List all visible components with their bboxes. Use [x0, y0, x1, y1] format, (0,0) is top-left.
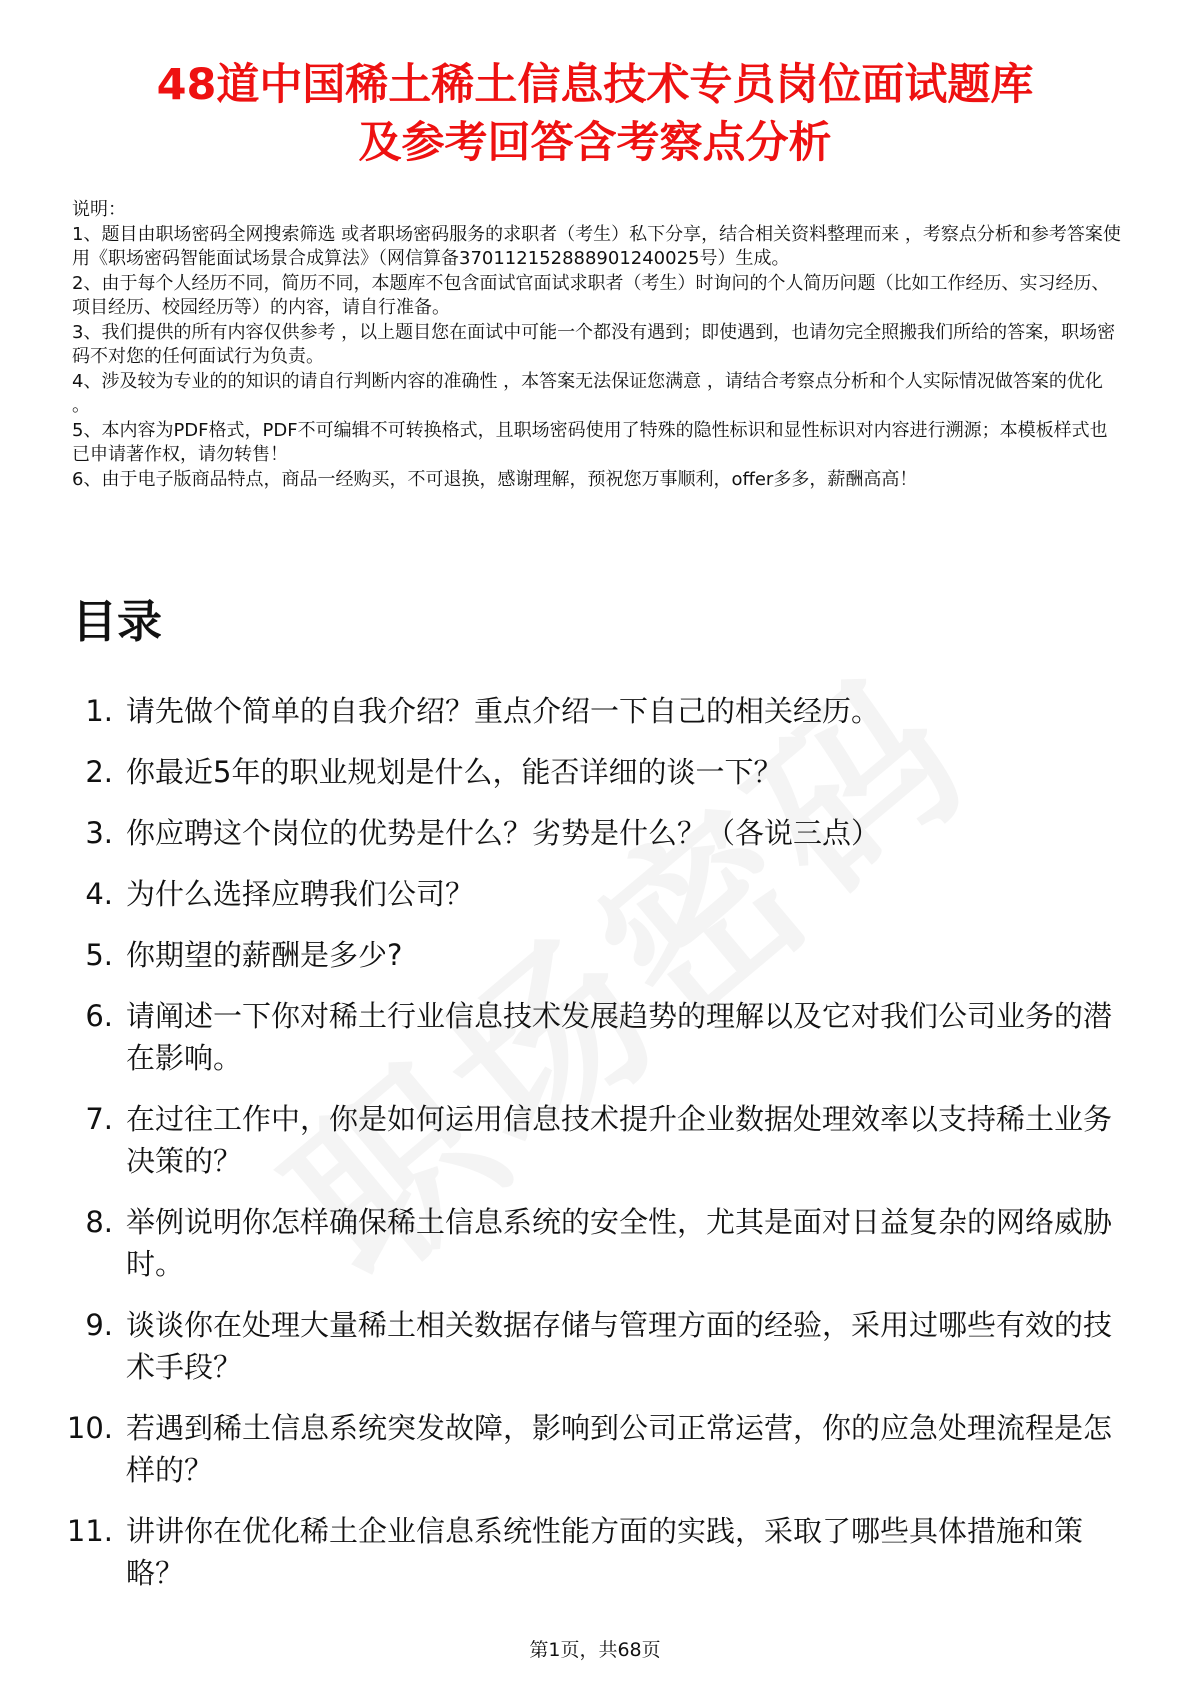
toc-item-number: 2.	[85, 755, 113, 789]
toc-item-text: 举例说明你怎样确保稀土信息系统的安全性，尤其是面对日益复杂的网络威胁时。	[126, 1205, 1113, 1281]
toc-item[interactable]	[0, 934, 1190, 976]
toc-item[interactable]	[0, 873, 1190, 915]
toc-item[interactable]	[0, 1407, 1190, 1491]
toc-item[interactable]	[0, 1201, 1190, 1285]
toc-item[interactable]	[0, 1098, 1190, 1182]
toc-item-number: 3.	[85, 816, 113, 850]
toc-list	[0, 690, 1190, 1613]
title-line-2: 及参考回答含考察点分析	[358, 118, 832, 168]
toc-item-text: 讲讲你在优化稀土企业信息系统性能方面的实践，采取了哪些具体措施和策略？	[126, 1514, 1084, 1590]
toc-item-text: 若遇到稀土信息系统突发故障，影响到公司正常运营，你的应急处理流程是怎样的？	[126, 1411, 1113, 1487]
toc-item-text: 你最近5年的职业规划是什么，能否详细的谈一下？	[126, 755, 783, 789]
toc-item-number: 4.	[85, 877, 113, 911]
toc-item[interactable]	[0, 812, 1190, 854]
toc-item-text: 为什么选择应聘我们公司？	[126, 877, 475, 911]
notes-label: 说明：	[72, 199, 126, 220]
toc-item[interactable]	[0, 1304, 1190, 1388]
toc-item-number: 8.	[85, 1205, 113, 1239]
title-line-1: 48道中国稀土稀土信息技术专员岗位面试题库	[156, 60, 1034, 110]
toc-item-text: 你期望的薪酬是多少?	[126, 938, 403, 972]
toc-item-number: 6.	[85, 999, 113, 1033]
toc-item-number: 5.	[85, 938, 113, 972]
toc-item-text: 你应聘这个岗位的优势是什么？劣势是什么？（各说三点）	[126, 816, 881, 850]
notes-section	[72, 198, 1124, 492]
toc-item-number: 7.	[85, 1102, 113, 1136]
toc-item-number: 11.	[66, 1514, 113, 1548]
note-item: 2、由于每个人经历不同，简历不同，本题库不包含面试官面试求职者（考生）时询问的个人简历问题（比如工作经历、实习经历、项目经历、校园经历等）的内容，请自行准备。	[72, 272, 1110, 318]
toc-item-text: 请先做个简单的自我介绍？重点介绍一下自己的相关经历。	[126, 694, 881, 728]
note-item: 4、涉及较为专业的的知识的请自行判断内容的准确性 ，本答案无法保证您满意 ，请结合考察点分析和个人实际情况做答案的优化 。	[72, 370, 1103, 416]
toc-item-text: 在过往工作中，你是如何运用信息技术提升企业数据处理效率以支持稀土业务决策的？	[126, 1102, 1113, 1178]
toc-item-text: 谈谈你在处理大量稀土相关数据存储与管理方面的经验，采用过哪些有效的技术手段？	[126, 1308, 1113, 1384]
toc-item-number: 10.	[66, 1411, 113, 1445]
toc-item-number: 1.	[85, 694, 113, 728]
page-footer: 第1页，共68页	[529, 1639, 661, 1661]
toc-item[interactable]	[0, 690, 1190, 732]
note-item: 1、题目由职场密码全网搜索筛选 或者职场密码服务的求职者（考生）私下分享，结合相关资料整理而来 ，考察点分析和参考答案使用《职场密码智能面试场景合成算法》（网信算备370112152888901240025号）生成。	[72, 223, 1121, 269]
toc-item[interactable]	[0, 995, 1190, 1079]
note-item: 3、我们提供的所有内容仅供参考 ，以上题目您在面试中可能一个都没有遇到；即使遇到，也请勿完全照搬我们所给的答案，职场密码不对您的任何面试行为负责。	[72, 321, 1116, 367]
note-item: 6、由于电子版商品特点，商品一经购买，不可退换，感谢理解，预祝您万事顺利，offer多多，薪酬高高！	[72, 468, 918, 490]
toc-heading: 目录	[72, 595, 163, 648]
note-item: 5、本内容为PDF格式，PDF不可编辑不可转换格式，且职场密码使用了特殊的隐性标识和显性标识对内容进行溯源；本模板样式也已申请著作权，请勿转售！	[72, 419, 1108, 465]
toc-item-text: 请阐述一下你对稀土行业信息技术发展趋势的理解以及它对我们公司业务的潜在影响。	[126, 999, 1113, 1075]
toc-item[interactable]	[0, 751, 1190, 793]
toc-item[interactable]	[0, 1510, 1190, 1594]
toc-item-number: 9.	[85, 1308, 113, 1342]
document-title	[60, 56, 1130, 172]
